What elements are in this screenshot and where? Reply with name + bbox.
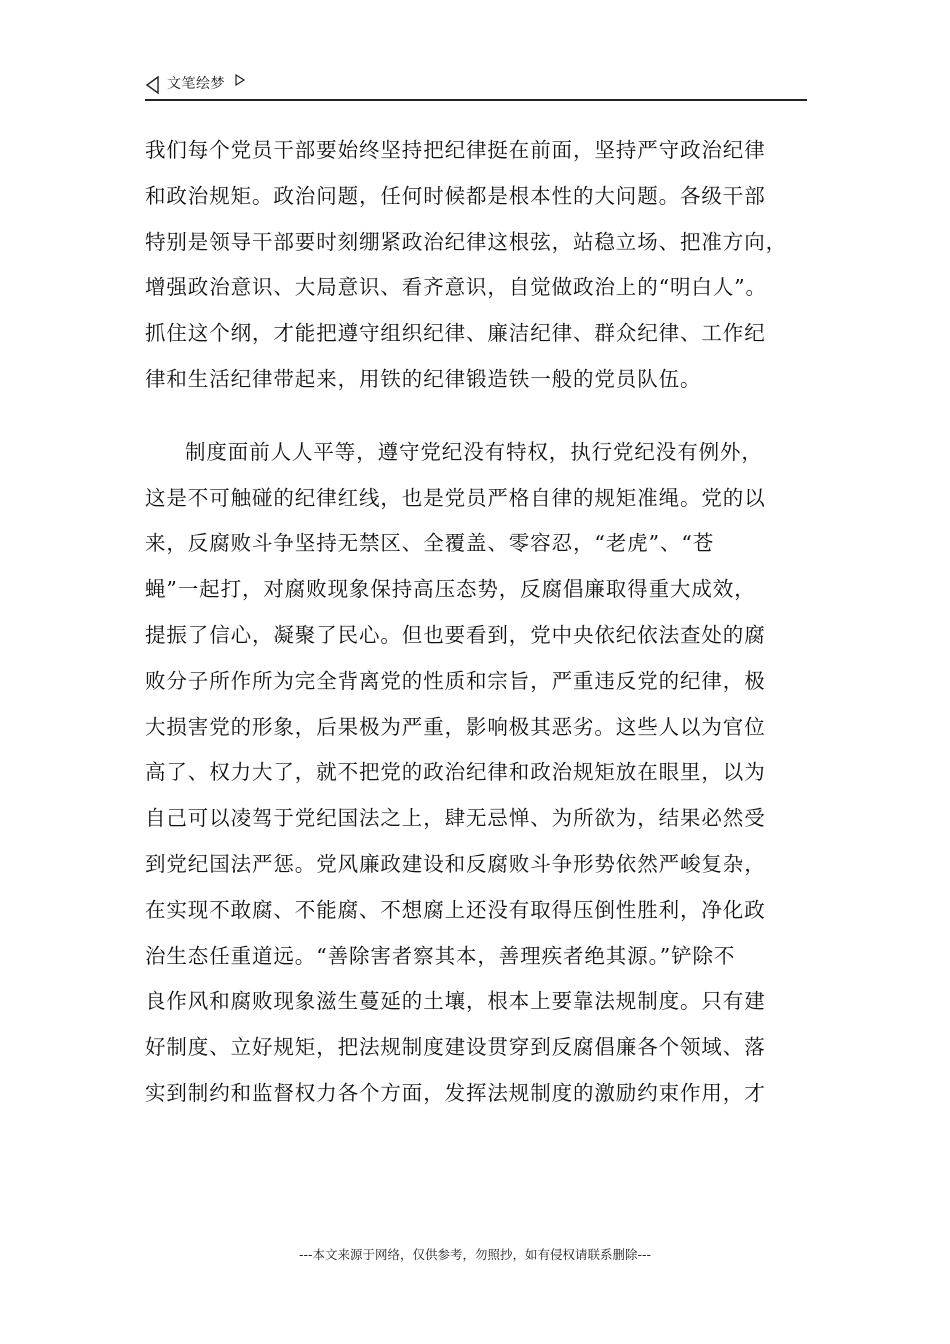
paragraph-2 <box>145 430 807 1117</box>
text-line: 实到制约和监督权力各个方面，发挥法规制度的激励约束作用，才 <box>145 1080 766 1105</box>
triangle-right-icon <box>235 74 245 86</box>
document-body <box>145 128 807 1117</box>
text-line: 败分子所作所为完全背离党的性质和宗旨，严重违反党的纪律，极 <box>145 668 766 693</box>
text-line: 大损害党的形象，后果极为严重，影响极其恶劣。这些人以为官位 <box>145 714 766 739</box>
text-line: 到党纪国法严惩。党风廉政建设和反腐败斗争形势依然严峻复杂， <box>145 851 766 876</box>
text-line: 制度面前人人平等，遵守党纪没有特权，执行党纪没有例外， <box>185 439 763 464</box>
text-line: 好制度、立好规矩，把法规制度建设贯穿到反腐倡廉各个领域、落 <box>145 1035 766 1060</box>
text-line: 特别是领导干部要时刻绷紧政治纪律这根弦，站稳立场、把准方向， <box>145 229 787 254</box>
text-line: 良作风和腐败现象滋生蔓延的土壤，根本上要靠法规制度。只有建 <box>145 989 766 1014</box>
paragraph-spacer <box>145 403 807 430</box>
triangle-left-icon <box>145 76 160 94</box>
text-line: 抓住这个纲，才能把遵守组织纪律、廉洁纪律、群众纪律、工作纪 <box>145 321 766 346</box>
text-line: 自己可以凌驾于党纪国法之上，肆无忌惮、为所欲为，结果必然受 <box>145 806 766 831</box>
footer-disclaimer: ---本文来源于网络，仅供参考，勿照抄，如有侵权请联系删除--- <box>298 1247 652 1262</box>
text-line: 这是不可触碰的纪律红线，也是党员严格自律的规矩准绳。党的以 <box>145 485 766 510</box>
text-line: 高了、权力大了，就不把党的政治纪律和政治规矩放在眼里，以为 <box>145 760 766 785</box>
text-line: 和政治规矩。政治问题，任何时候都是根本性的大问题。各级干部 <box>145 183 766 208</box>
text-line: 增强政治意识、大局意识、看齐意识，自觉做政治上的“明白人”。 <box>145 275 767 300</box>
page-header <box>145 72 807 101</box>
text-line: 治生态任重道远。“善除害者察其本，善理疾者绝其源。”铲除不 <box>145 943 736 968</box>
text-line: 提振了信心，凝聚了民心。但也要看到，党中央依纪依法查处的腐 <box>145 622 766 647</box>
header-title: 文笔绘梦 <box>167 76 225 92</box>
text-line: 蝇”一起打，对腐败现象保持高压态势，反腐倡廉取得重大成效， <box>145 577 756 602</box>
text-line: 在实现不敢腐、不能腐、不想腐上还没有取得压倒性胜利，净化政 <box>145 897 766 922</box>
text-line: 我们每个党员干部要始终坚持把纪律挺在前面，坚持严守政治纪律 <box>145 138 766 162</box>
text-line: 来，反腐败斗争坚持无禁区、全覆盖、零容忍，“老虎”、“苍 <box>145 531 715 556</box>
paragraph-1 <box>145 128 807 403</box>
text-line: 律和生活纪律带起来，用铁的纪律锻造铁一般的党员队伍。 <box>145 366 702 391</box>
